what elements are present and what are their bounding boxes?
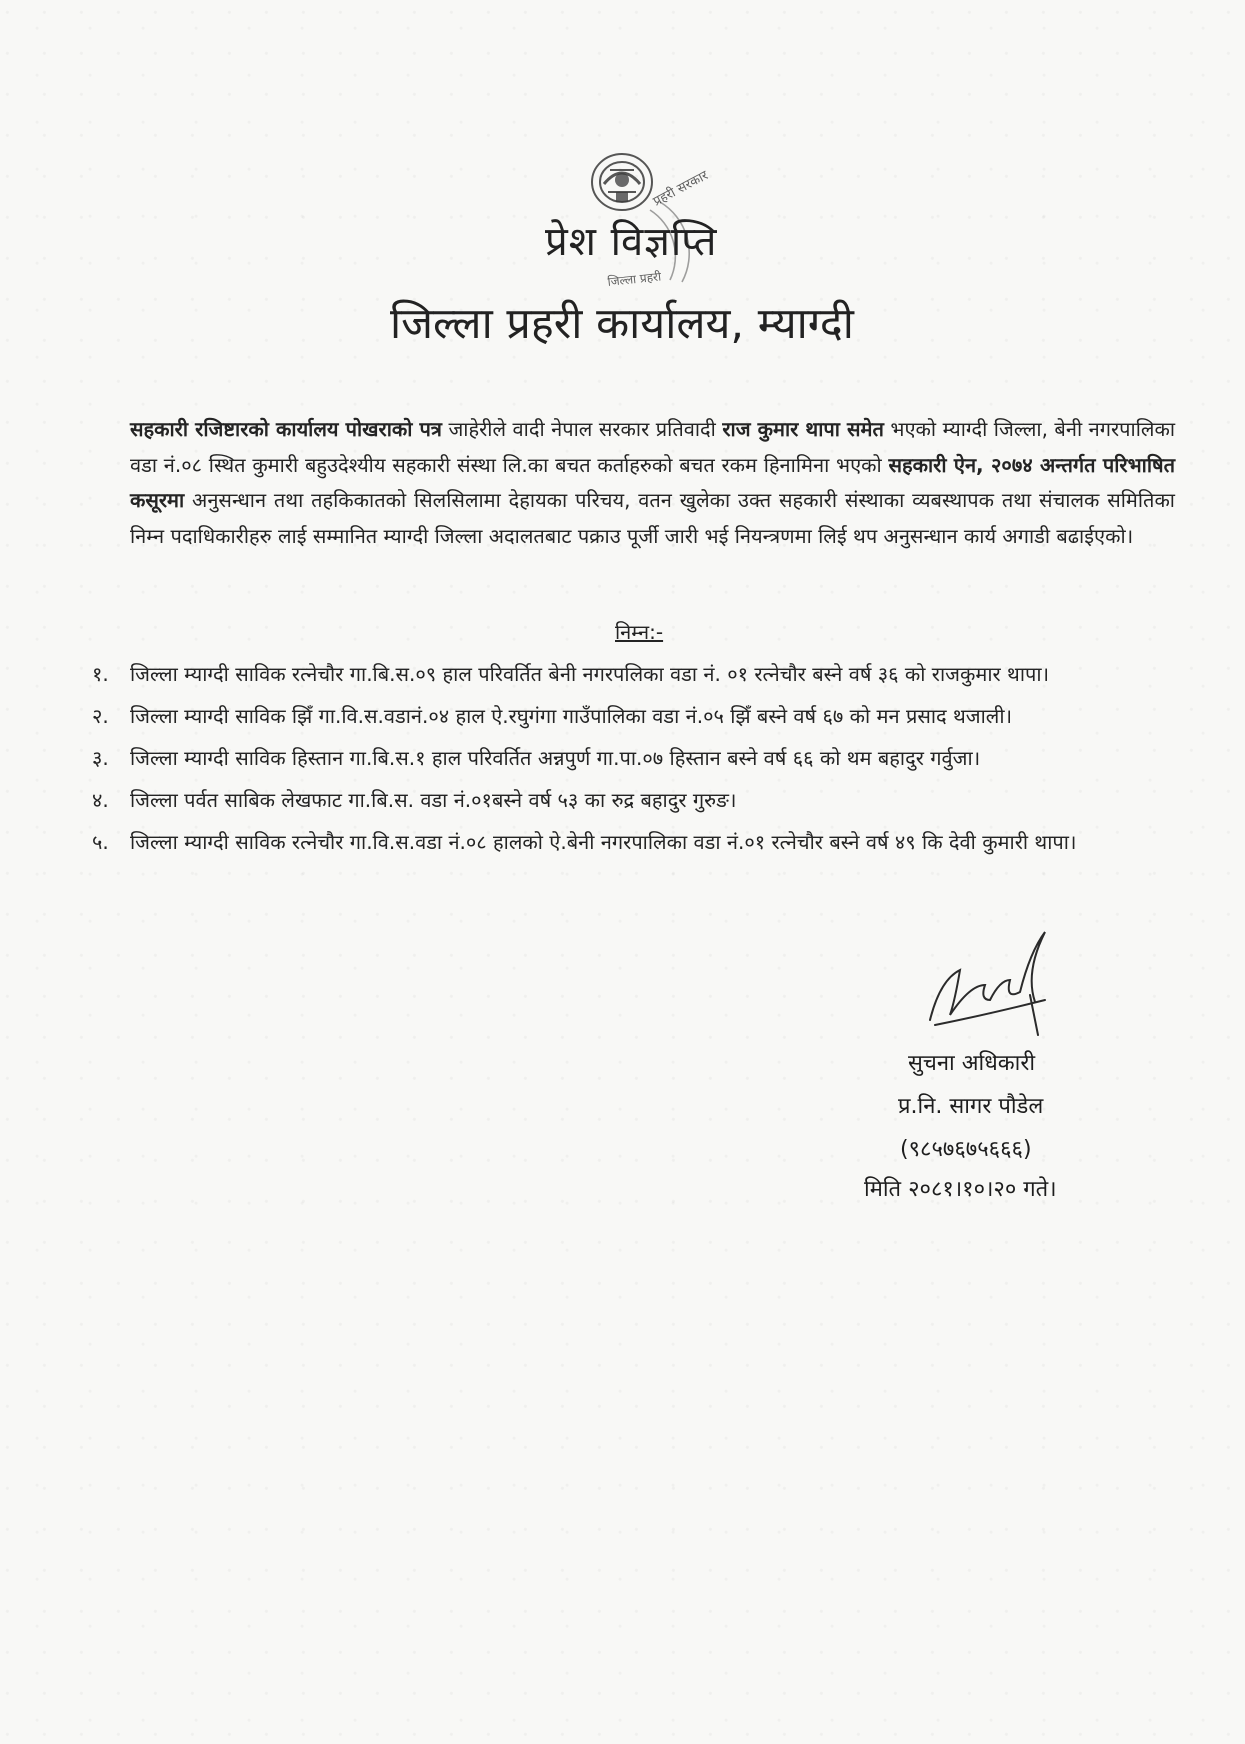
list-item — [92, 824, 1177, 860]
list-item — [92, 698, 1177, 734]
svg-text:Paudel: Paudel — [950, 1005, 954, 1006]
list-item-text: जिल्ला पर्वत साबिक लेखफाट गा.बि.स. वडा नं.०१बस्ने वर्ष ५३ का रुद्र बहादुर गुरुङ। — [130, 788, 737, 812]
signature-block — [850, 925, 1150, 1205]
office-title: जिल्ला प्रहरी कार्यालय, म्याग्दी — [390, 299, 854, 349]
list-item-text: जिल्ला म्याग्दी साविक रत्नेचौर गा.वि.स.वडा नं.०८ हालको ऐ.बेनी नगरपालिका वडा नं.०१ रत्नेचौर बस्ने वर्ष ४९ कि देवी कुमारी थापा। — [130, 830, 1077, 854]
accused-list — [92, 656, 1177, 866]
signatory-role: सुचना अधिकारी — [908, 1051, 1036, 1076]
release-date: मिति २०८१।१०।२० गते। — [864, 1177, 1057, 1202]
intro-bold-1: सहकारी रजिष्टारको कार्यालय पोखराको पत्र — [130, 417, 442, 441]
list-item-number: १. — [92, 662, 109, 686]
intro-text-2: जाहेरीले वादी नेपाल सरकार प्रतिवादी — [441, 417, 723, 441]
press-release-title: प्रेश विज्ञप्ति — [545, 219, 718, 265]
intro-text-6: अनुसन्धान तथा तहकिकातको सिलसिलामा देहायका परिचय, वतन खुलेका उक्त सहकारी संस्थाका व्यबस्थापक तथा संचालक समितिका निम्न पदाधिकारीहरु लाई सम्मानित म्याग्दी जिल्ला अदालतबाट पक्राउ पूर्जी जारी भई नियन्त्रणमा लिई थप अनुसन्धान कार्य अगाडी बढाईएको। — [130, 488, 1175, 548]
signatory-phone: (९८५७६७५६६६) — [900, 1137, 1032, 1162]
intro-bold-3: राज कुमार थापा समेत — [722, 417, 884, 441]
below-heading: निम्न:- — [615, 620, 664, 644]
signatory-name: प्र.नि. सागर पौडेल — [898, 1094, 1044, 1119]
list-item-text: जिल्ला म्याग्दी साविक रत्नेचौर गा.बि.स.०९ हाल परिवर्तित बेनी नगरपलिका वडा नं. ०१ रत्नेचौर बस्ने वर्ष ३६ को राजकुमार थापा। — [130, 662, 1050, 686]
list-item — [92, 782, 1177, 818]
list-item-number: ३. — [92, 746, 109, 770]
intro-paragraph — [130, 412, 1175, 554]
seal-text-bottom: जिल्ला प्रहरी — [606, 269, 662, 289]
seal-text-top: प्रहरी सरकार — [650, 168, 711, 210]
handwritten-signature — [910, 925, 1060, 1045]
list-item-text: जिल्ला म्याग्दी साविक झिँ गा.वि.स.वडानं.०४ हाल ऐ.रघुगंगा गाउँपालिका वडा नं.०५ झिँ बस्ने वर्ष ६७ को मन प्रसाद थजाली। — [130, 704, 1013, 728]
list-item-text: जिल्ला म्याग्दी साविक हिस्तान गा.बि.स.१ हाल परिवर्तित अन्नपुर्ण गा.पा.०७ हिस्तान बस्ने वर्ष ६६ को थम बहादुर गर्वुजा। — [130, 746, 981, 770]
list-item-number: ४. — [92, 788, 109, 812]
list-item-number: ५. — [92, 830, 109, 854]
list-item-number: २. — [92, 704, 109, 728]
list-item — [92, 656, 1177, 692]
intro-bold-5: सहकारी ऐन, २०७४ अन्तर्गत परिभाषित कसूरमा — [130, 452, 1175, 512]
list-item — [92, 740, 1177, 776]
intro-text-4: भएको म्याग्दी जिल्ला, बेनी नगरपालिका वडा नं.०८ स्थित कुमारी बहुउदेश्यीय सहकारी संस्था लि.का बचत कर्ताहरुको बचत रकम हिनामिना भएको — [130, 417, 1175, 477]
